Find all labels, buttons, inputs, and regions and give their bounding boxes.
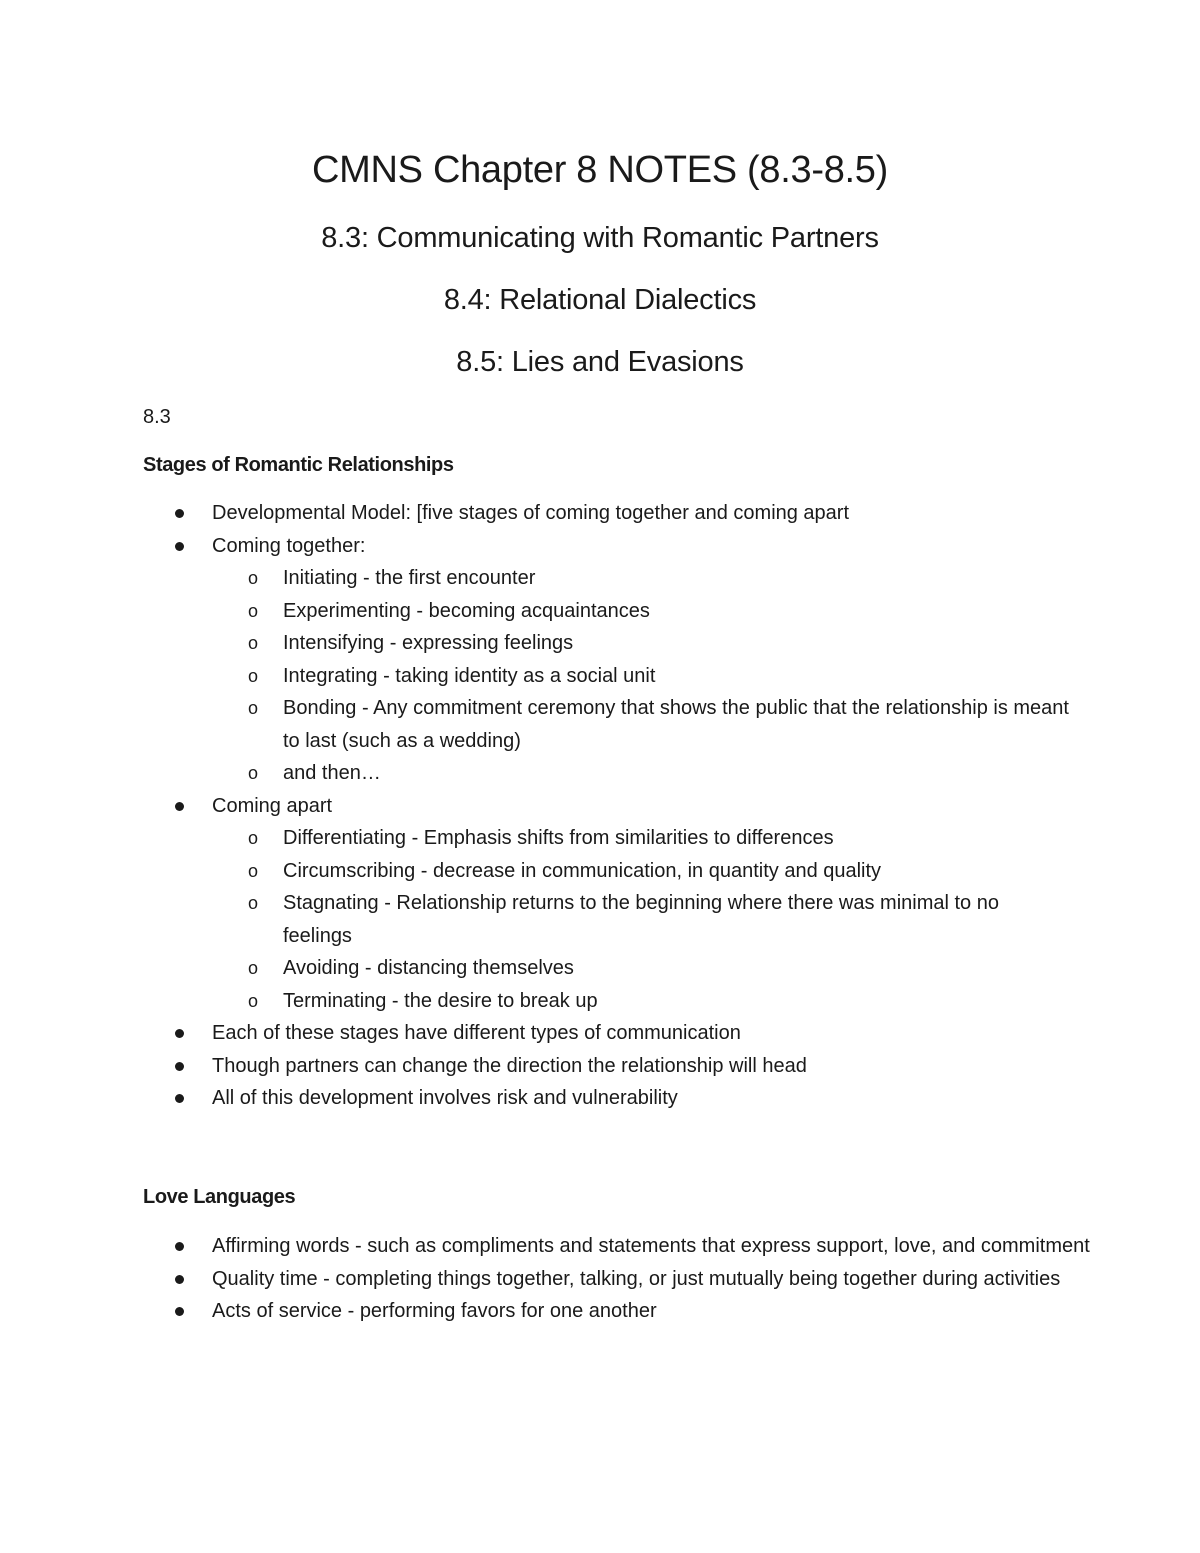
- list-item: [0, 1050, 1200, 1083]
- sub-list-item-text: Integrating - taking identity as a social unit: [283, 664, 656, 687]
- document-title: CMNS Chapter 8 NOTES (8.3-8.5): [312, 149, 888, 191]
- circle-bullet-icon: o: [248, 633, 259, 653]
- bullet-icon: [175, 1094, 184, 1103]
- circle-bullet-icon: o: [248, 958, 259, 978]
- circle-bullet-icon: o: [248, 665, 259, 686]
- list-item: [0, 1230, 1200, 1263]
- circle-bullet-icon: o: [248, 600, 259, 621]
- bullet-icon: [175, 1062, 184, 1071]
- list-item-text: Coming together:: [212, 534, 366, 557]
- sub-list-item: [0, 985, 1200, 1018]
- sub-list-item-text: Avoiding - distancing themselves: [283, 957, 574, 979]
- list-item: [0, 1263, 1200, 1296]
- stages-list: [0, 497, 1200, 1115]
- bullet-icon: [175, 542, 184, 551]
- bullet-icon: [175, 1307, 184, 1316]
- subtitle-8-3: 8.3: Communicating with Romantic Partners: [321, 222, 879, 254]
- circle-bullet-icon: o: [248, 763, 259, 783]
- sub-list-item-text: Bonding - Any commitment ceremony that shows the public that the relationship is meant to last (such as a wedding): [283, 697, 1069, 752]
- circle-bullet-icon: o: [248, 893, 259, 913]
- sub-list-item-text: Circumscribing - decrease in communication, in quantity and quality: [283, 859, 882, 882]
- circle-bullet-icon: o: [248, 990, 259, 1011]
- bullet-icon: [175, 802, 184, 811]
- bullet-icon: [175, 1029, 184, 1038]
- sub-list-item: [0, 627, 1200, 660]
- sub-list-item: [0, 660, 1200, 693]
- list-item: [0, 1295, 1200, 1328]
- sub-list-item-text: Stagnating - Relationship returns to the beginning where there was minimal to no feelings: [283, 892, 999, 947]
- sub-list-item: [0, 757, 1200, 790]
- sub-list-item: [0, 692, 1200, 757]
- bullet-icon: [175, 1275, 184, 1284]
- section-label: 8.3: [143, 406, 171, 428]
- circle-bullet-icon: o: [248, 828, 259, 848]
- list-item: [0, 497, 1200, 530]
- bullet-icon: [175, 509, 184, 518]
- circle-bullet-icon: o: [248, 698, 259, 718]
- sub-list-item-text: and then…: [283, 762, 381, 784]
- sub-list-item-text: Differentiating - Emphasis shifts from similarities to differences: [283, 827, 834, 849]
- list-item: [0, 1082, 1200, 1115]
- sub-list-item: [0, 887, 1200, 952]
- sub-list-item-text: Terminating - the desire to break up: [283, 989, 598, 1012]
- circle-bullet-icon: o: [248, 568, 259, 588]
- list-item-text: Developmental Model: [five stages of coming together and coming apart: [212, 502, 850, 524]
- list-item-text: Each of these stages have different types of communication: [212, 1022, 741, 1044]
- list-item: [0, 1017, 1200, 1050]
- list-item-text: Though partners can change the direction the relationship will head: [212, 1054, 807, 1077]
- sub-list-item: [0, 855, 1200, 888]
- list-item-text: Acts of service - performing favors for one another: [212, 1300, 657, 1322]
- sub-list-item: [0, 562, 1200, 595]
- sub-list-item-text: Experimenting - becoming acquaintances: [283, 599, 650, 622]
- list-item-text: All of this development involves risk and vulnerability: [212, 1087, 678, 1109]
- stages-heading: Stages of Romantic Relationships: [143, 454, 454, 476]
- list-item: [0, 530, 1200, 563]
- sub-list-item-text: Initiating - the first encounter: [283, 567, 536, 589]
- sub-list-item-text: Intensifying - expressing feelings: [283, 632, 574, 654]
- sub-list-item: [0, 952, 1200, 985]
- sub-list-item: [0, 822, 1200, 855]
- list-item-text: Coming apart: [212, 794, 333, 817]
- subtitle-8-5: 8.5: Lies and Evasions: [456, 346, 744, 378]
- circle-bullet-icon: o: [248, 860, 259, 881]
- list-item: [0, 790, 1200, 823]
- subtitle-8-4: 8.4: Relational Dialectics: [443, 284, 757, 316]
- list-item-text: Affirming words - such as compliments and statements that express support, love, and commitment: [212, 1235, 1090, 1257]
- sub-list-item: [0, 595, 1200, 628]
- love-languages-list: [0, 1230, 1200, 1328]
- love-languages-heading: Love Languages: [143, 1186, 296, 1208]
- bullet-icon: [175, 1242, 184, 1251]
- list-item-text: Quality time - completing things together, talking, or just mutually being together during activities: [212, 1267, 1061, 1290]
